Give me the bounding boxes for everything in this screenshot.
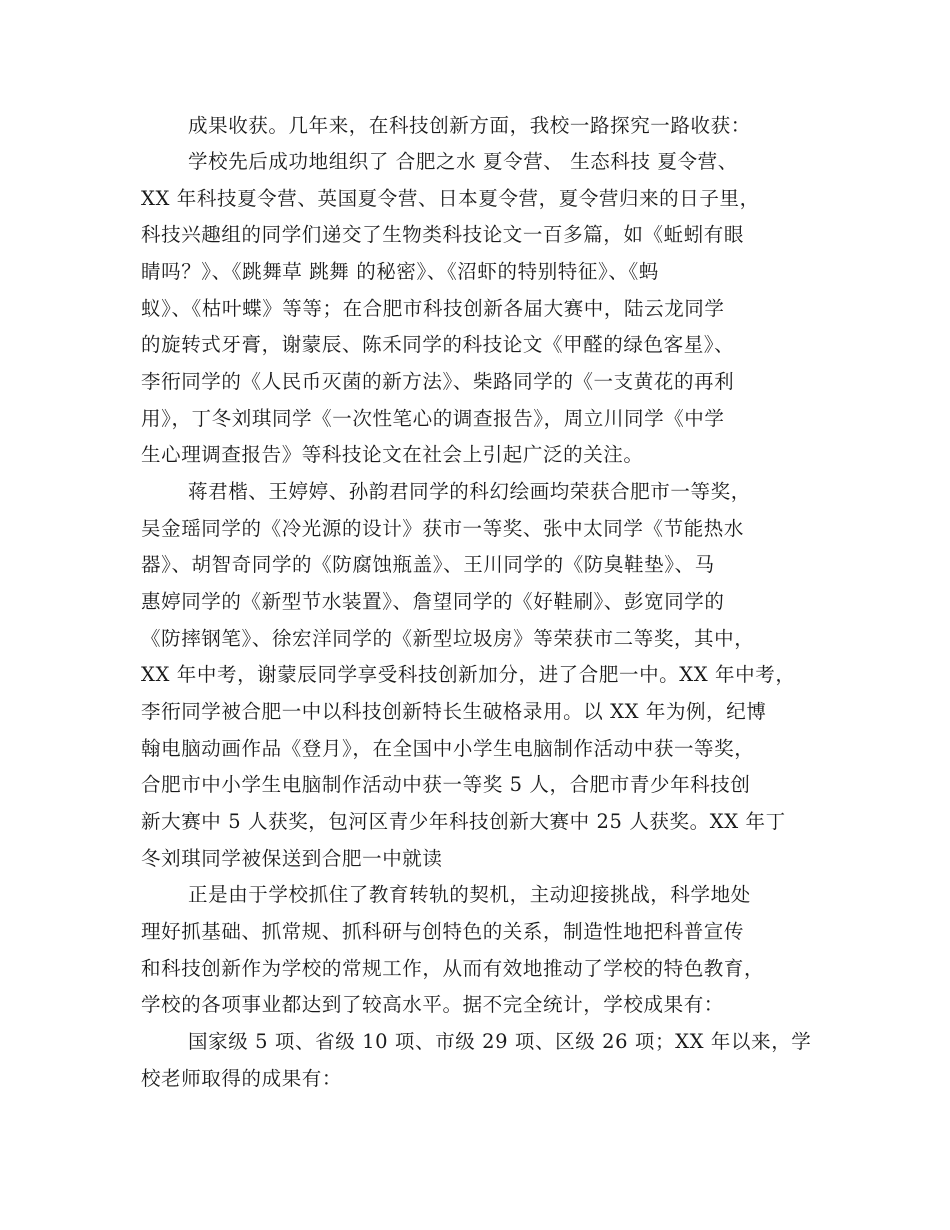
text-line: 李衎同学被合肥一中以科技创新特长生破格录用。以 XX 年为例，纪博 bbox=[141, 700, 767, 723]
text-line: 科技兴趣组的同学们递交了生物类科技论文一百多篇，如《蚯蚓有眼 bbox=[141, 223, 745, 246]
text-line: 翰电脑动画作品《登月》，在全国中小学生电脑制作活动中获一等奖， bbox=[141, 737, 755, 760]
text-line: 和科技创新作为学校的常规工作，从而有效地推动了学校的特色教育， bbox=[141, 957, 765, 980]
text-line: 器》、胡智奇同学的《防腐蚀瓶盖》、王川同学的《防臭鞋垫》、马 bbox=[141, 553, 715, 576]
text-line: 学校先后成功地组织了 合肥之水 夏令营、 生态科技 夏令营、 bbox=[188, 150, 738, 173]
text-line: 理好抓基础、抓常规、抓科研与创特色的关系，制造性地把科普宣传 bbox=[141, 920, 745, 943]
text-line: 吴金瑶同学的《冷光源的设计》获市一等奖、张中太同学《节能热水 bbox=[141, 517, 745, 540]
text-line: XX 年中考，谢蒙辰同学享受科技创新加分，进了合肥一中。XX 年中考， bbox=[141, 663, 796, 686]
text-line: 的旋转式牙膏，谢蒙辰、陈禾同学的科技论文《甲醛的绿色客星》、 bbox=[141, 333, 735, 356]
text-line: 《防摔钢笔》、徐宏洋同学的《新型垃圾房》等荣获市二等奖，其中， bbox=[141, 627, 755, 650]
text-line: 蒋君楷、王婷婷、孙韵君同学的科幻绘画均荣获合肥市一等奖， bbox=[188, 480, 751, 503]
text-line: 合肥市中小学生电脑制作活动中获一等奖 5 人，合肥市青少年科技创 bbox=[141, 773, 751, 796]
text-line: 蚁》、《枯叶蝶》等等；在合肥市科技创新各届大赛中，陆云龙同学 bbox=[141, 297, 725, 320]
text-line: 李衎同学的《人民币灭菌的新方法》、柴路同学的《一支黄花的再利 bbox=[141, 370, 735, 393]
text-line: 国家级 5 项、省级 10 项、市级 29 项、区级 26 项；XX 年以来，学 bbox=[188, 1030, 812, 1053]
text-line: 正是由于学校抓住了教育转轨的契机，主动迎接挑战，科学地处 bbox=[188, 883, 751, 906]
text-line: 睛吗？》、《跳舞草 跳舞 的秘密》、《沼虾的特别特征》、《蚂 bbox=[141, 260, 659, 283]
text-line: 惠婷同学的《新型节水装置》、詹望同学的《好鞋刷》、彭宽同学的 bbox=[141, 590, 725, 613]
text-line: 生心理调查报告》等科技论文在社会上引起广泛的关注。 bbox=[141, 443, 644, 466]
text-line: 新大赛中 5 人获奖，包河区青少年科技创新大赛中 25 人获奖。XX 年丁 bbox=[141, 810, 786, 833]
text-line: 校老师取得的成果有： bbox=[141, 1067, 343, 1090]
text-line: 成果收获。几年来，在科技创新方面，我校一路探究一路收获： bbox=[188, 114, 751, 137]
text-line: 学校的各项事业都达到了较高水平。据不完全统计，学校成果有： bbox=[141, 993, 724, 1016]
text-line: 冬刘琪同学被保送到合肥一中就读 bbox=[141, 847, 443, 870]
text-line: XX 年科技夏令营、英国夏令营、日本夏令营，夏令营归来的日子里， bbox=[141, 187, 760, 210]
text-line: 用》，丁冬刘琪同学《一次性笔心的调查报告》，周立川同学《中学 bbox=[141, 407, 725, 430]
